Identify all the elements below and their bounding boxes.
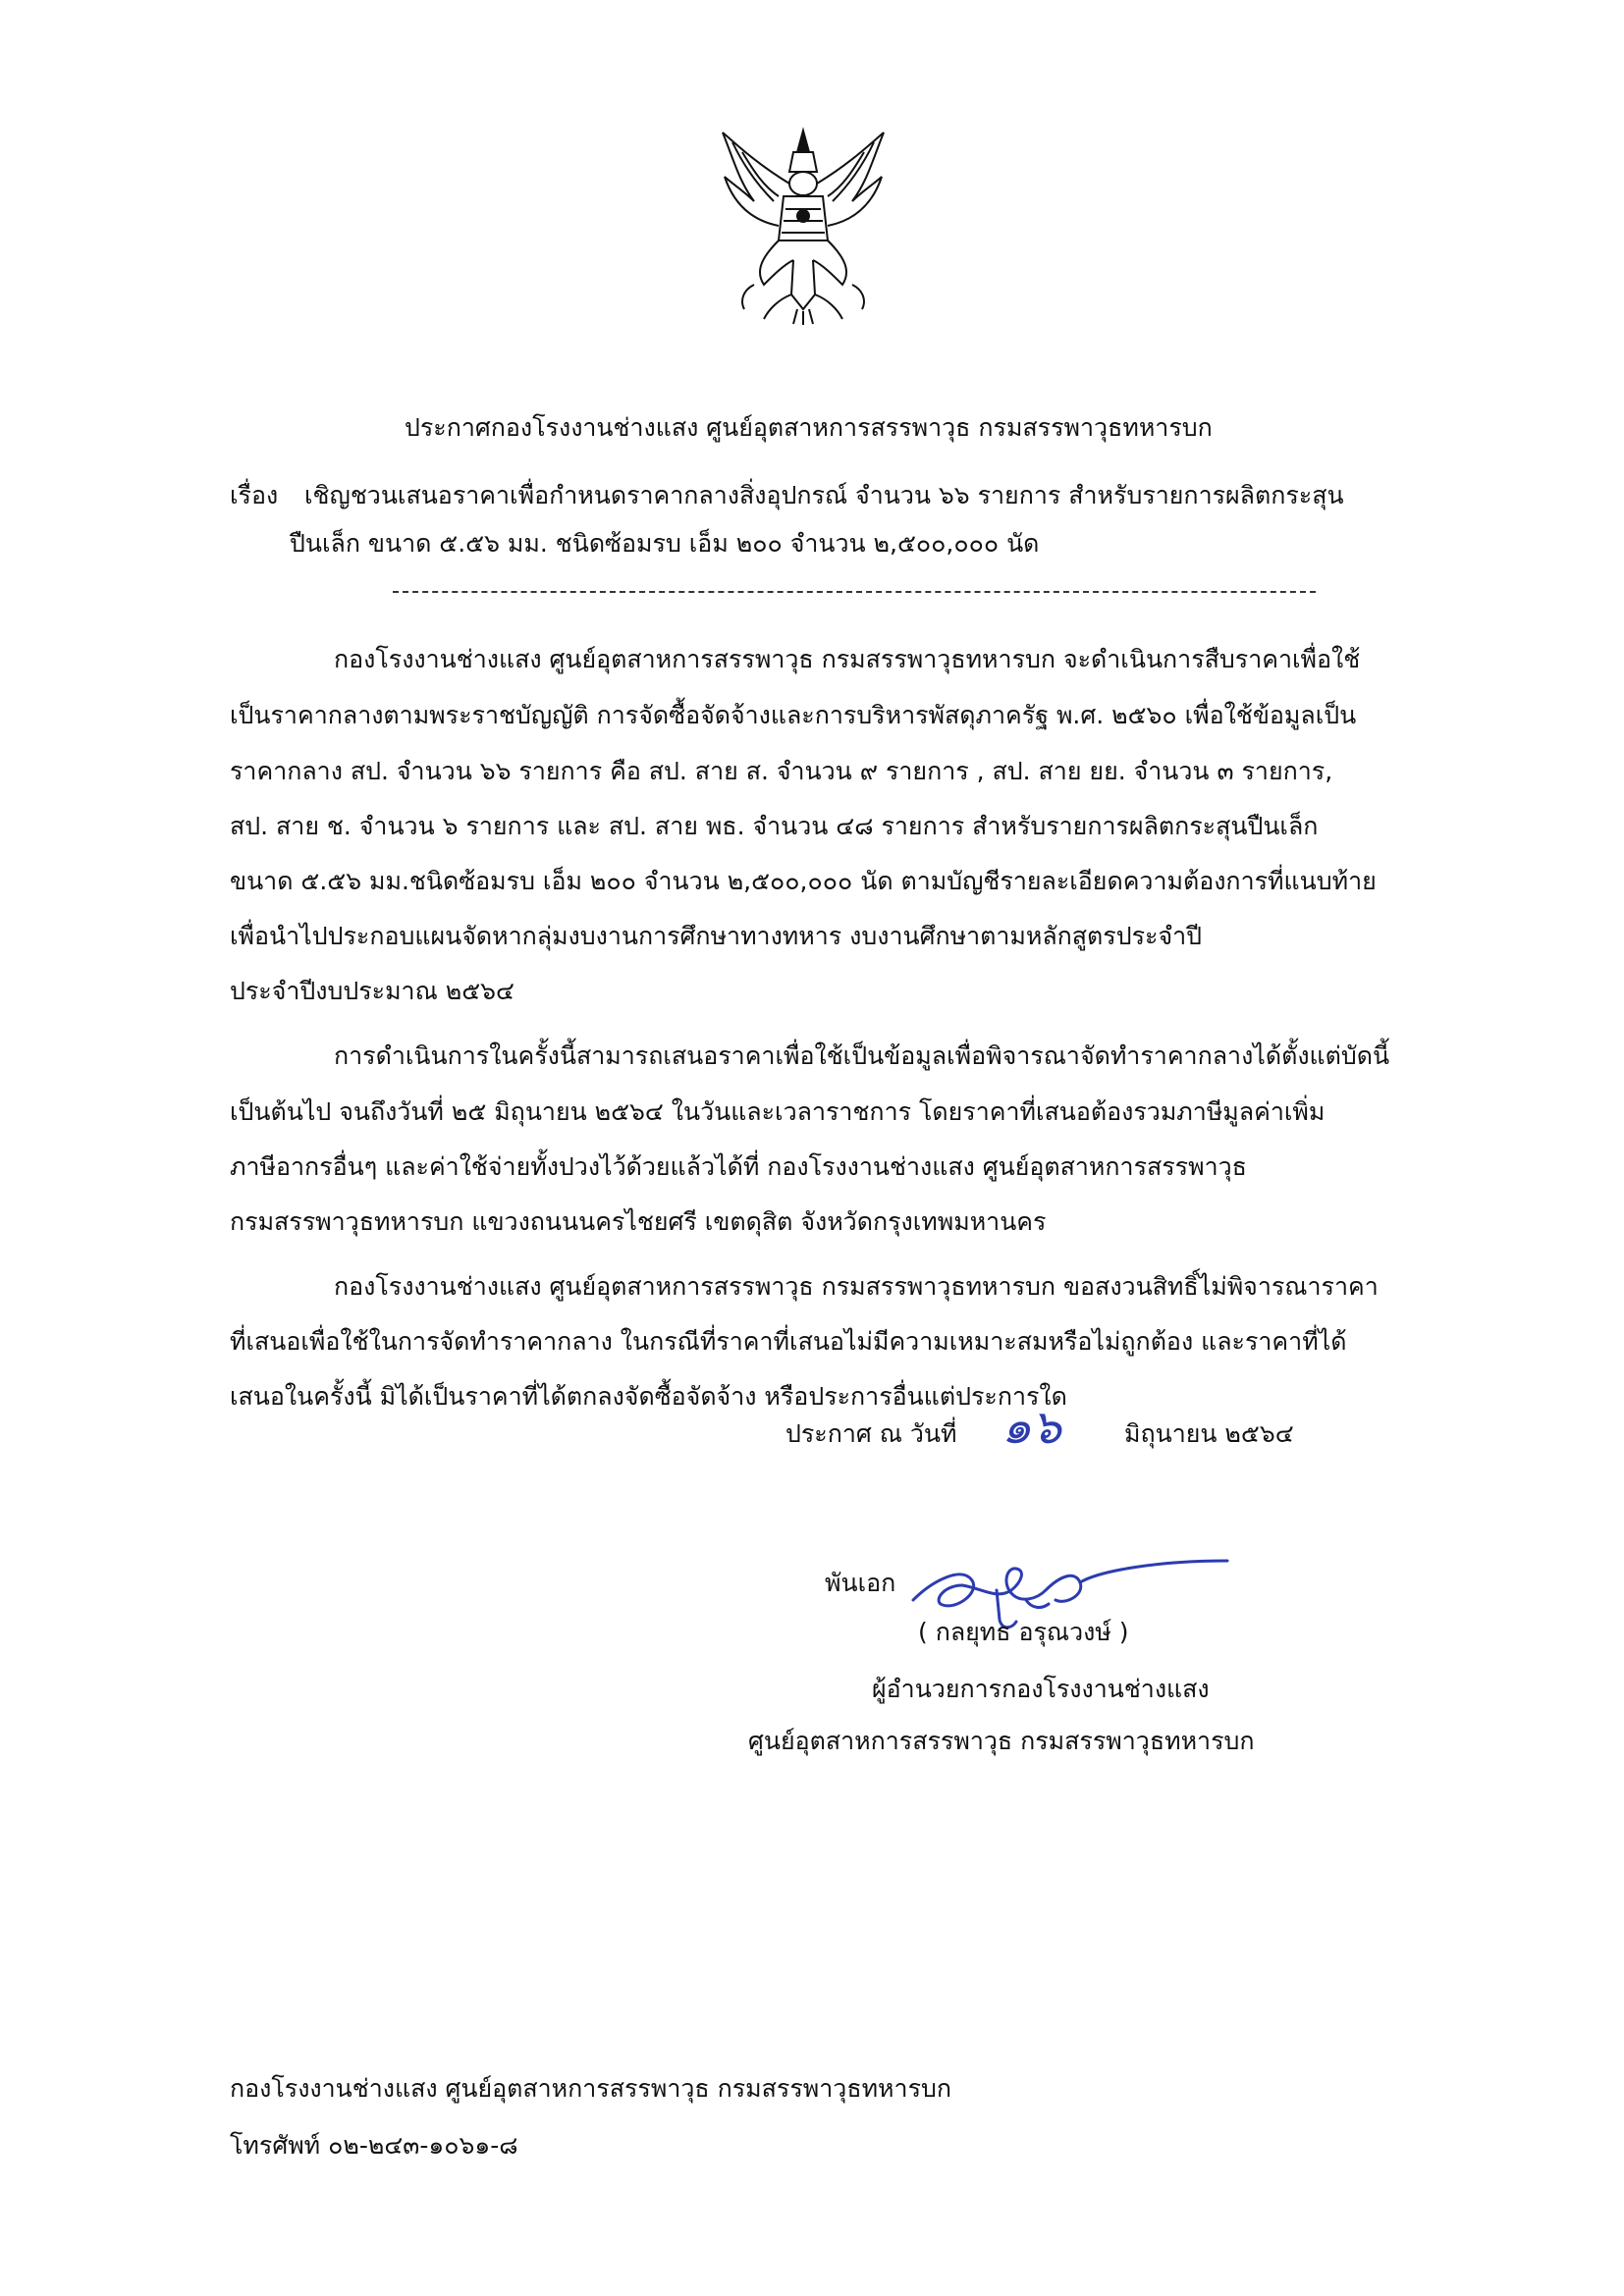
signer-name: ( กลยุทธ อรุณวงษ์ ) bbox=[918, 1618, 1129, 1646]
paragraph-3-line-1: กองโรงงานช่างแสง ศูนย์อุตสาหการสรรพาวุธ กรมสรรพาวุธทหารบก ขอสงวนสิทธิ์ไม่พิจารณาราคา bbox=[334, 1272, 1379, 1301]
paragraph-1-line-1: กองโรงงานช่างแสง ศูนย์อุตสาหการสรรพาวุธ กรมสรรพาวุธทหารบก จะดำเนินการสืบราคาเพื่อใช้ bbox=[334, 645, 1361, 673]
date-month-year: มิถุนายน ๒๕๖๔ bbox=[1124, 1419, 1294, 1448]
subject-text-line-1: เชิญชวนเสนอราคาเพื่อกำหนดราคากลางสิ่งอุปกรณ์ จำนวน ๖๖ รายการ สำหรับรายการผลิตกระสุน bbox=[304, 481, 1344, 509]
paragraph-2-line-4: กรมสรรพาวุธทหารบก แขวงถนนนครไชยศรี เขตดุสิต จังหวัดกรุงเทพมหานคร bbox=[230, 1207, 1047, 1236]
handwritten-day: ๑๖ bbox=[1001, 1400, 1061, 1455]
date-label: ประกาศ ณ วันที่ bbox=[785, 1419, 957, 1448]
garuda-emblem-icon bbox=[715, 123, 892, 329]
paragraph-1-line-2: เป็นราคากลางตามพระราชบัญญัติ การจัดซื้อจัดจ้างและการบริหารพัสดุภาครัฐ พ.ศ. ๒๕๖๐ เพื่อใช้ข้อมูลเป็น bbox=[230, 701, 1357, 729]
header-divider bbox=[393, 591, 1316, 593]
paragraph-3-line-2: ที่เสนอเพื่อใช้ในการจัดทำราคากลาง ในกรณีที่ราคาที่เสนอไม่มีความเหมาะสมหรือไม่ถูกต้อง และราคาที่ได้ bbox=[230, 1327, 1347, 1356]
paragraph-1-line-3: ราคากลาง สป. จำนวน ๖๖ รายการ คือ สป. สาย ส. จำนวน ๙ รายการ , สป. สาย ยย. จำนวน ๓ รายการ, bbox=[230, 757, 1333, 785]
subject-label: เรื่อง bbox=[230, 481, 279, 509]
paragraph-1-line-5: ขนาด ๕.๕๖ มม.ชนิดซ้อมรบ เอ็ม ๒๐๐ จำนวน ๒,๕๐๐,๐๐๐ นัด ตามบัญชีรายละเอียดความต้องการที่แนบท้าย bbox=[230, 867, 1377, 895]
signer-organization: ศูนย์อุตสาหการสรรพาวุธ กรมสรรพาวุธทหารบก bbox=[748, 1727, 1255, 1755]
paragraph-3-line-3: เสนอในครั้งนี้ มิได้เป็นราคาที่ได้ตกลงจัดซื้อจัดจ้าง หรือประการอื่นแต่ประการใด bbox=[230, 1382, 1067, 1411]
paragraph-2-line-3: ภาษีอากรอื่นๆ และค่าใช้จ่ายทั้งปวงไว้ด้วยแล้วได้ที่ กองโรงงานช่างแสง ศูนย์อุตสาหการสรรพาวุธ bbox=[230, 1152, 1247, 1181]
paragraph-2-line-1: การดำเนินการในครั้งนี้สามารถเสนอราคาเพื่อใช้เป็นข้อมูลเพื่อพิจารณาจัดทำราคากลางได้ตั้งแต่บัดนี้ bbox=[334, 1041, 1390, 1070]
footer-organization: กองโรงงานช่างแสง ศูนย์อุตสาหการสรรพาวุธ กรมสรรพาวุธทหารบก bbox=[230, 2074, 952, 2103]
footer-phone: โทรศัพท์ ๐๒-๒๔๓-๑๐๖๑-๘ bbox=[230, 2131, 518, 2160]
paragraph-1-line-4: สป. สาย ช. จำนวน ๖ รายการ และ สป. สาย พธ. จำนวน ๔๘ รายการ สำหรับรายการผลิตกระสุนปืนเล็ก bbox=[230, 812, 1319, 840]
paragraph-1-line-6: เพื่อนำไปประกอบแผนจัดหากลุ่มงบงานการศึกษาทางทหาร งบงานศึกษาตามหลักสูตรประจำปี bbox=[230, 922, 1203, 950]
paragraph-1-line-7: ประจำปีงบประมาณ ๒๕๖๔ bbox=[230, 977, 514, 1005]
signer-rank: พันเอก bbox=[825, 1569, 896, 1597]
paragraph-2-line-2: เป็นต้นไป จนถึงวันที่ ๒๕ มิถุนายน ๒๕๖๔ ในวันและเวลาราชการ โดยราคาที่เสนอต้องรวมภาษีมูลค่าเพิ่ม bbox=[230, 1097, 1326, 1126]
announcement-title: ประกาศกองโรงงานช่างแสง ศูนย์อุตสาหการสรรพาวุธ กรมสรรพาวุธทหารบก bbox=[405, 413, 1213, 442]
subject-text-line-2: ปืนเล็ก ขนาด ๕.๕๖ มม. ชนิดซ้อมรบ เอ็ม ๒๐๐ จำนวน ๒,๕๐๐,๐๐๐ นัด bbox=[290, 529, 1040, 558]
signer-position: ผู้อำนวยการกองโรงงานช่างแสง bbox=[872, 1675, 1210, 1703]
